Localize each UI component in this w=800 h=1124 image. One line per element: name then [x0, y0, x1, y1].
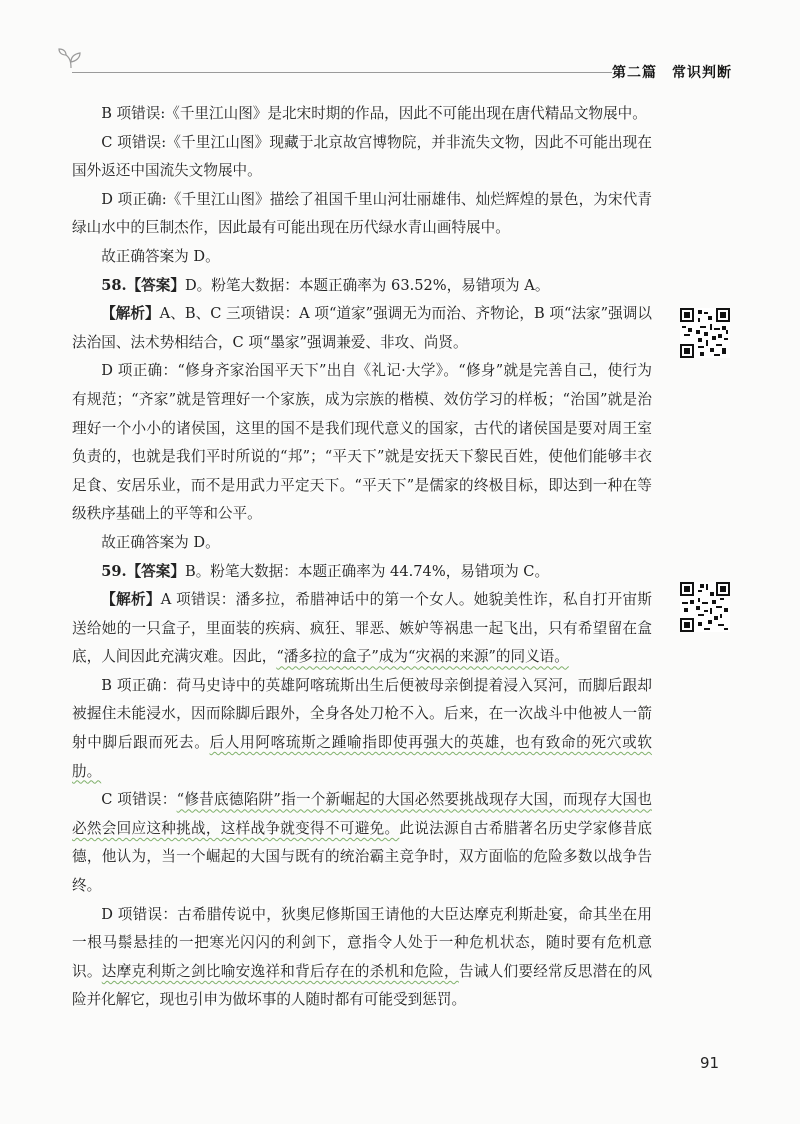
highlighted-text: 后人用阿喀琉斯之踵喻指即使再强大的英雄，也有致命的死穴或软肋。	[72, 734, 652, 780]
paragraph	[72, 786, 652, 900]
paragraph-text: B 项正确：荷马史诗中的英雄阿喀琉斯出生后便被母亲倒提着浸入冥河，而脚后跟却被握住未能浸水，因而除脚后跟外，全身各处刀枪不入。后来，在一次战斗中他被人一箭射中脚后跟而死去。	[72, 676, 652, 752]
paragraph-text: D 项错误：古希腊传说中，狄奥尼修斯国王请他的大臣达摩克利斯赴宴，命其坐在用一根马鬃悬挂的一把寒光闪闪的利剑下，意指令人处于一种危机状态，随时要有危机意识。	[72, 905, 652, 980]
question-59-analysis	[72, 586, 652, 672]
analysis-tag: 【解析】	[101, 591, 161, 609]
answer-tag: 【答案】	[126, 562, 185, 580]
answer-explanations	[72, 100, 652, 1015]
highlighted-text: “修昔底德陷阱”指一个新崛起的大国必然要挑战现存大国，而现存大国也必然会回应这种挑战，这样战争就变得不可避免。	[72, 791, 652, 837]
answer-text: D。粉笔大数据：本题正确率为 63.52%，易错项为 A。	[184, 276, 550, 294]
question-number: 58.	[101, 276, 127, 294]
paragraph: 故正确答案为 D。	[101, 533, 220, 551]
analysis-text: A、B、C 三项错误：A 项“道家”强调无为而治、齐物论，B 项“法家”强调以法治国、法术势相结合，C 项“墨家”强调兼爱、非攻、尚贤。	[72, 305, 652, 351]
answer-text: B。粉笔大数据：本题正确率为 44.74%，易错项为 C。	[184, 562, 550, 580]
paragraph-text: 告诫人们要经常反思潜在的风险并化解它，现也引申为做坏事的人随时都有可能受到惩罚。	[72, 962, 652, 1009]
answer-tag: 【答案】	[126, 276, 185, 294]
analysis-text: A 项错误：潘多拉，希腊神话中的第一个女人。她貌美性诈，私自打开宙斯送给她的一只盒子，里面装的疾病、疯狂、罪恶、嫉妒等祸患一起飞出，只有希望留在盒底，人间因此充满灾难。因此，	[72, 591, 652, 666]
paragraph-text: 此说法源自古希腊著名历史学家修昔底德，他认为，当一个崛起的大国与既有的统治霸主竞争时，双方面临的危险多数以战争告终。	[72, 819, 652, 895]
question-58-answer	[72, 272, 652, 301]
page-number: 91	[700, 1054, 720, 1072]
analysis-tag: 【解析】	[101, 305, 160, 323]
header-rule	[72, 72, 612, 73]
paragraph: D 项正确:《千里江山图》描绘了祖国千里山河壮丽雄伟、灿烂辉煌的景色，为宋代青绿山水中的巨制杰作，因此最有可能出现在历代绿水青山画特展中。	[72, 190, 652, 237]
paragraph: 故正确答案为 D。	[101, 247, 220, 265]
paragraph	[72, 672, 652, 786]
paragraph-text: C 项错误：	[101, 791, 177, 809]
paragraph	[72, 901, 652, 1015]
highlighted-text: 达摩克利斯之剑比喻安逸祥和背后存在的杀机和危险，	[101, 962, 459, 980]
leaf-sprout-icon	[58, 48, 84, 70]
section-title: 第二篇 常识判断	[612, 65, 732, 81]
qr-code-q58-icon	[680, 308, 730, 358]
highlighted-text: “潘多拉的盒子”成为“灾祸的来源”的同义语。	[276, 648, 569, 666]
paragraph: B 项错误:《千里江山图》是北宋时期的作品，因此不可能出现在唐代精品文物展中。	[101, 105, 647, 122]
paragraph: D 项正确：“修身齐家治国平天下”出自《礼记·大学》。“修身”就是完善自己，使行为有规范；“齐家”就是管理好一个家族，成为宗族的楷模、效仿学习的样板；“治国”就是治理好一个小小的诸侯国，这里的国不是我们现代意义的国家，古代的诸侯国是要对周王室负责的，也就是我们平时所说的“邦”；“平天下”就是安抚天下黎民百姓，使他们能够丰衣足食、安居乐业，而不是用武力平定天下。“平天下”是儒家的终极目标，即达到一种在等级秩序基础上的平等和公平。	[72, 362, 652, 523]
question-58-analysis	[72, 300, 652, 357]
qr-code-q59-icon	[680, 582, 730, 632]
question-59-answer	[72, 558, 652, 587]
question-number: 59.	[101, 562, 127, 580]
paragraph: C 项错误:《千里江山图》现藏于北京故宫博物院，并非流失文物，因此不可能出现在国外返还中国流失文物展中。	[72, 133, 652, 180]
